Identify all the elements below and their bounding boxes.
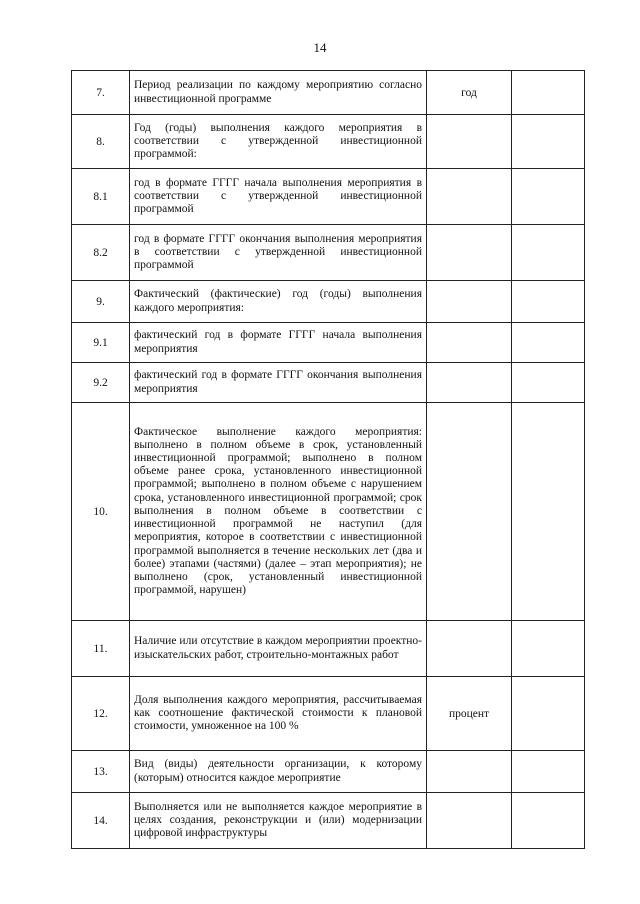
- row-number: 10.: [72, 403, 130, 621]
- row-description: Вид (виды) деятельности организации, к которому (которым) относится каждое мероприятие: [130, 751, 427, 793]
- row-description: Наличие или отсутствие в каждом мероприятии проектно-изыскательских работ, строительно-монтажных работ: [130, 621, 427, 677]
- table-row: [72, 323, 585, 363]
- row-value: [512, 751, 585, 793]
- row-description: год в формате ГГГГ начала выполнения мероприятия в соответствии с утвержденной инвестиционной программой: [130, 169, 427, 225]
- row-description: фактический год в формате ГГГГ начала выполнения мероприятия: [130, 323, 427, 363]
- table-row: [72, 403, 585, 621]
- row-number: 9.1: [72, 323, 130, 363]
- table-row: [72, 363, 585, 403]
- row-unit: [427, 169, 512, 225]
- row-unit: процент: [427, 677, 512, 751]
- row-description: год в формате ГГГГ окончания выполнения мероприятия в соответствии с утвержденной инвестиционной программой: [130, 225, 427, 281]
- table-body: [72, 71, 585, 849]
- row-number: 13.: [72, 751, 130, 793]
- row-description: Доля выполнения каждого мероприятия, рассчитываемая как соотношение фактической стоимости к плановой стоимости, умноженное на 100 %: [130, 677, 427, 751]
- row-value: [512, 281, 585, 323]
- row-number: 9.2: [72, 363, 130, 403]
- row-unit: [427, 403, 512, 621]
- row-number: 8.2: [72, 225, 130, 281]
- row-description: Период реализации по каждому мероприятию согласно инвестиционной программе: [130, 71, 427, 115]
- row-value: [512, 225, 585, 281]
- row-number: 12.: [72, 677, 130, 751]
- indicator-table: [71, 70, 585, 849]
- page-number: 14: [313, 40, 327, 55]
- row-value: [512, 323, 585, 363]
- row-unit: [427, 225, 512, 281]
- row-unit: [427, 621, 512, 677]
- row-value: [512, 621, 585, 677]
- row-value: [512, 71, 585, 115]
- table-row: [72, 677, 585, 751]
- row-number: 8.: [72, 115, 130, 169]
- row-value: [512, 363, 585, 403]
- row-unit: [427, 793, 512, 849]
- row-number: 11.: [72, 621, 130, 677]
- table-row: [72, 793, 585, 849]
- row-description: Фактическое выполнение каждого мероприятия: выполнено в полном объеме в срок, установленный инвестиционной программой; выполнено в полном объеме ранее срока, установленного инвестиционной программой; выполнено в полном объеме с нарушением срока, установленного инвестиционной программой; срок выполнения в полном объеме в соответствии с инвестиционной программой не наступил (для мероприятия, которое в соответствии с инвестиционной программой выполняется в течение нескольких лет (два и более) этапами (частями) (далее – этап мероприятия); не выполнено (срок, установленный инвестиционной программой, нарушен): [130, 403, 427, 621]
- row-unit: год: [427, 71, 512, 115]
- row-description: Год (годы) выполнения каждого мероприятия в соответствии с утвержденной инвестиционной программой:: [130, 115, 427, 169]
- table-row: [72, 115, 585, 169]
- row-number: 14.: [72, 793, 130, 849]
- row-number: 8.1: [72, 169, 130, 225]
- row-number: 9.: [72, 281, 130, 323]
- table-row: [72, 281, 585, 323]
- row-value: [512, 115, 585, 169]
- row-number: 7.: [72, 71, 130, 115]
- table-row: [72, 621, 585, 677]
- row-value: [512, 793, 585, 849]
- table-row: [72, 71, 585, 115]
- row-value: [512, 403, 585, 621]
- row-unit: [427, 323, 512, 363]
- row-unit: [427, 751, 512, 793]
- table-row: [72, 751, 585, 793]
- row-unit: [427, 363, 512, 403]
- row-unit: [427, 281, 512, 323]
- row-description: Выполняется или не выполняется каждое мероприятие в целях создания, реконструкции и (или) модернизации цифровой инфраструктуры: [130, 793, 427, 849]
- row-value: [512, 169, 585, 225]
- row-unit: [427, 115, 512, 169]
- row-value: [512, 677, 585, 751]
- table-row: [72, 225, 585, 281]
- row-description: Фактический (фактические) год (годы) выполнения каждого мероприятия:: [130, 281, 427, 323]
- table-row: [72, 169, 585, 225]
- row-description: фактический год в формате ГГГГ окончания выполнения мероприятия: [130, 363, 427, 403]
